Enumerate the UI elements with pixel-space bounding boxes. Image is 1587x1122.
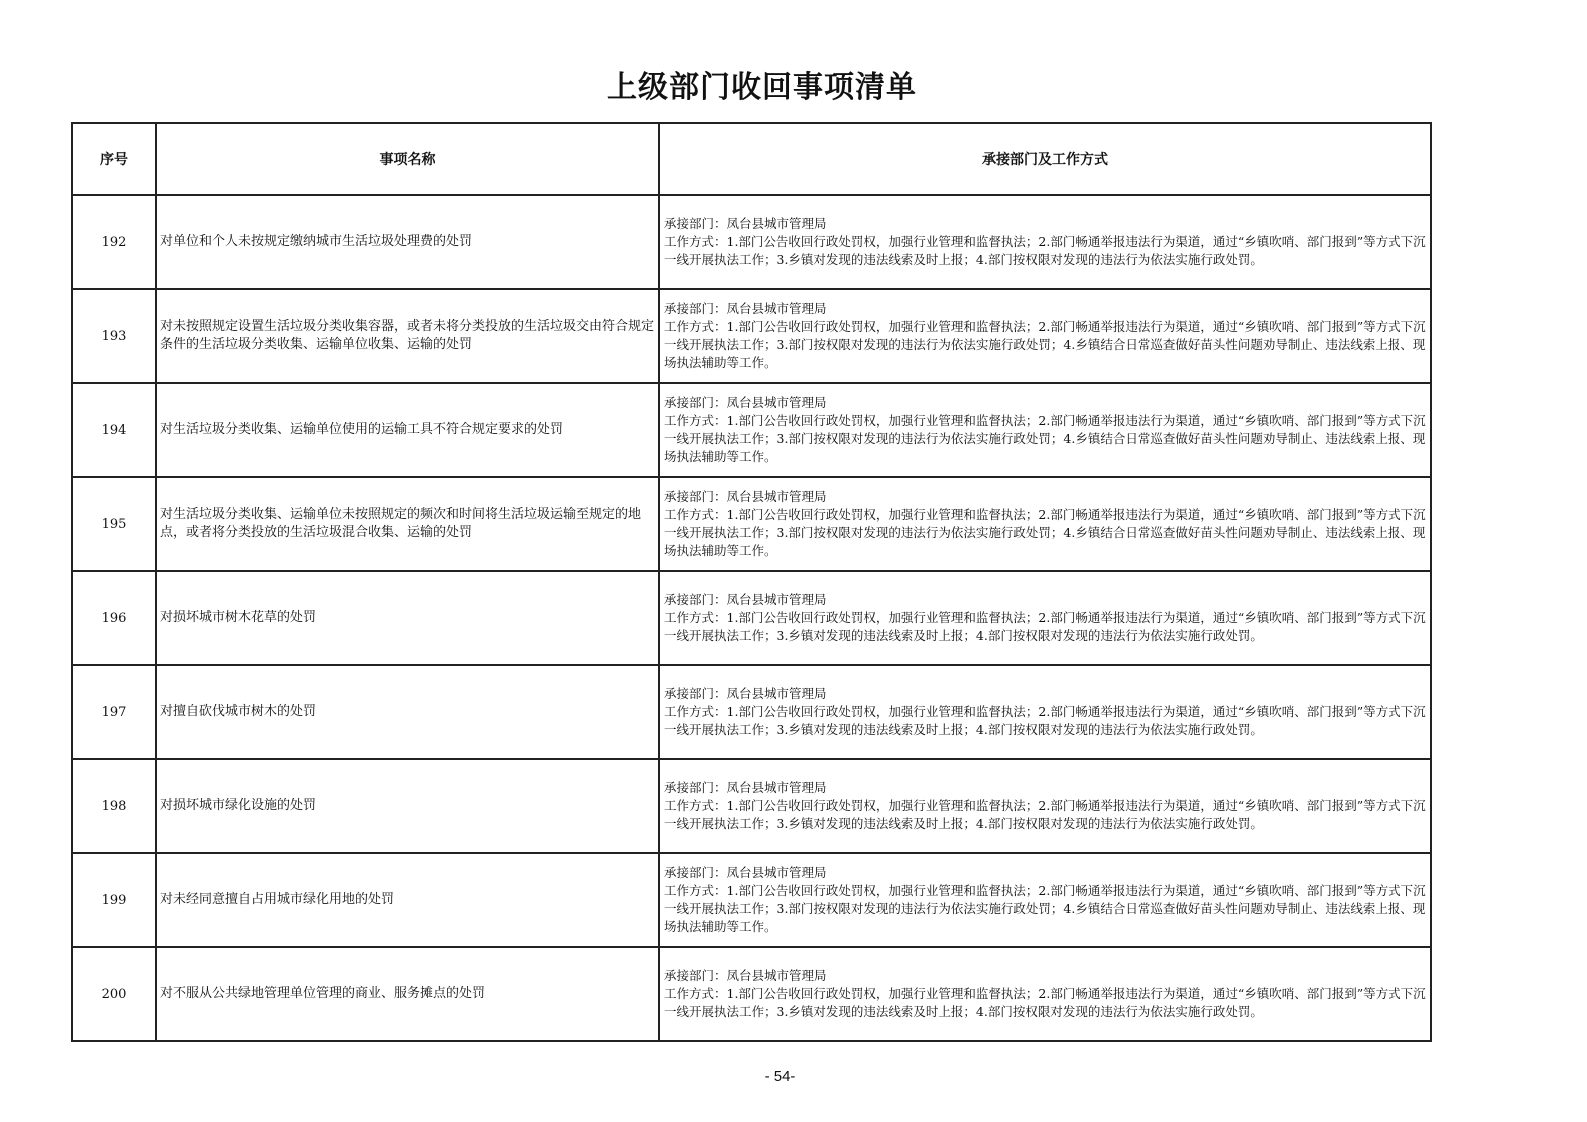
row-method: 工作方式：1.部门公告收回行政处罚权，加强行业管理和监督执法；2.部门畅通举报违法行为渠道，通过“乡镇吹哨、部门报到”等方式下沉一线开展执法工作；3.部门按权限对发现的违法行为依法实施行政处罚；4.乡镇结合日常巡查做好苗头性问题劝导制止、违法线索上报、现场执法辅助等工作。 bbox=[664, 883, 1426, 934]
row-dept: 承接部门：凤台县城市管理局 bbox=[664, 301, 827, 316]
header-name: 事项名称 bbox=[156, 123, 659, 195]
row-seq: 196 bbox=[72, 571, 156, 665]
row-name: 对未经同意擅自占用城市绿化用地的处罚 bbox=[156, 853, 659, 947]
row-seq: 194 bbox=[72, 383, 156, 477]
row-seq: 198 bbox=[72, 759, 156, 853]
header-dept: 承接部门及工作方式 bbox=[659, 123, 1431, 195]
row-name: 对单位和个人未按规定缴纳城市生活垃圾处理费的处罚 bbox=[156, 195, 659, 289]
row-dept-method bbox=[659, 759, 1431, 853]
table-row bbox=[72, 571, 1431, 665]
row-method: 工作方式：1.部门公告收回行政处罚权，加强行业管理和监督执法；2.部门畅通举报违法行为渠道，通过“乡镇吹哨、部门报到”等方式下沉一线开展执法工作；3.乡镇对发现的违法线索及时上报；4.部门按权限对发现的违法行为依法实施行政处罚。 bbox=[664, 986, 1426, 1019]
row-method: 工作方式：1.部门公告收回行政处罚权，加强行业管理和监督执法；2.部门畅通举报违法行为渠道，通过“乡镇吹哨、部门报到”等方式下沉一线开展执法工作；3.乡镇对发现的违法线索及时上报；4.部门按权限对发现的违法行为依法实施行政处罚。 bbox=[664, 704, 1426, 737]
row-dept: 承接部门：凤台县城市管理局 bbox=[664, 780, 827, 795]
table-row bbox=[72, 853, 1431, 947]
table-row bbox=[72, 759, 1431, 853]
row-name: 对损坏城市绿化设施的处罚 bbox=[156, 759, 659, 853]
row-method: 工作方式：1.部门公告收回行政处罚权，加强行业管理和监督执法；2.部门畅通举报违法行为渠道，通过“乡镇吹哨、部门报到”等方式下沉一线开展执法工作；3.乡镇对发现的违法线索及时上报；4.部门按权限对发现的违法行为依法实施行政处罚。 bbox=[664, 234, 1426, 267]
row-dept-method bbox=[659, 947, 1431, 1041]
row-name: 对未按照规定设置生活垃圾分类收集容器，或者未将分类投放的生活垃圾交由符合规定条件的生活垃圾分类收集、运输单位收集、运输的处罚 bbox=[156, 289, 659, 383]
row-method: 工作方式：1.部门公告收回行政处罚权，加强行业管理和监督执法；2.部门畅通举报违法行为渠道，通过“乡镇吹哨、部门报到”等方式下沉一线开展执法工作；3.部门按权限对发现的违法行为依法实施行政处罚；4.乡镇结合日常巡查做好苗头性问题劝导制止、违法线索上报、现场执法辅助等工作。 bbox=[664, 319, 1426, 370]
row-dept: 承接部门：凤台县城市管理局 bbox=[664, 686, 827, 701]
row-seq: 193 bbox=[72, 289, 156, 383]
table-row bbox=[72, 289, 1431, 383]
table-row bbox=[72, 947, 1431, 1041]
row-name: 对生活垃圾分类收集、运输单位未按照规定的频次和时间将生活垃圾运输至规定的地点，或者将分类投放的生活垃圾混合收集、运输的处罚 bbox=[156, 477, 659, 571]
row-seq: 192 bbox=[72, 195, 156, 289]
header-seq: 序号 bbox=[72, 123, 156, 195]
row-seq: 197 bbox=[72, 665, 156, 759]
table-row bbox=[72, 383, 1431, 477]
row-dept-method bbox=[659, 853, 1431, 947]
row-dept: 承接部门：凤台县城市管理局 bbox=[664, 395, 827, 410]
row-dept: 承接部门：凤台县城市管理局 bbox=[664, 865, 827, 880]
table-header-row bbox=[72, 123, 1431, 195]
row-dept-method bbox=[659, 289, 1431, 383]
row-dept-method bbox=[659, 571, 1431, 665]
row-dept: 承接部门：凤台县城市管理局 bbox=[664, 592, 827, 607]
row-dept: 承接部门：凤台县城市管理局 bbox=[664, 489, 827, 504]
row-name: 对不服从公共绿地管理单位管理的商业、服务摊点的处罚 bbox=[156, 947, 659, 1041]
row-name: 对生活垃圾分类收集、运输单位使用的运输工具不符合规定要求的处罚 bbox=[156, 383, 659, 477]
table-row bbox=[72, 477, 1431, 571]
row-dept-method bbox=[659, 383, 1431, 477]
row-method: 工作方式：1.部门公告收回行政处罚权，加强行业管理和监督执法；2.部门畅通举报违法行为渠道，通过“乡镇吹哨、部门报到”等方式下沉一线开展执法工作；3.乡镇对发现的违法线索及时上报；4.部门按权限对发现的违法行为依法实施行政处罚。 bbox=[664, 610, 1426, 643]
row-method: 工作方式：1.部门公告收回行政处罚权，加强行业管理和监督执法；2.部门畅通举报违法行为渠道，通过“乡镇吹哨、部门报到”等方式下沉一线开展执法工作；3.乡镇对发现的违法线索及时上报；4.部门按权限对发现的违法行为依法实施行政处罚。 bbox=[664, 798, 1426, 831]
row-method: 工作方式：1.部门公告收回行政处罚权，加强行业管理和监督执法；2.部门畅通举报违法行为渠道，通过“乡镇吹哨、部门报到”等方式下沉一线开展执法工作；3.部门按权限对发现的违法行为依法实施行政处罚；4.乡镇结合日常巡查做好苗头性问题劝导制止、违法线索上报、现场执法辅助等工作。 bbox=[664, 507, 1426, 558]
row-dept: 承接部门：凤台县城市管理局 bbox=[664, 968, 827, 983]
row-seq: 199 bbox=[72, 853, 156, 947]
items-table bbox=[71, 122, 1432, 1042]
row-seq: 200 bbox=[72, 947, 156, 1041]
row-seq: 195 bbox=[72, 477, 156, 571]
row-name: 对擅自砍伐城市树木的处罚 bbox=[156, 665, 659, 759]
table-row bbox=[72, 195, 1431, 289]
row-method: 工作方式：1.部门公告收回行政处罚权，加强行业管理和监督执法；2.部门畅通举报违法行为渠道，通过“乡镇吹哨、部门报到”等方式下沉一线开展执法工作；3.部门按权限对发现的违法行为依法实施行政处罚；4.乡镇结合日常巡查做好苗头性问题劝导制止、违法线索上报、现场执法辅助等工作。 bbox=[664, 413, 1426, 464]
table-row bbox=[72, 665, 1431, 759]
row-name: 对损坏城市树木花草的处罚 bbox=[156, 571, 659, 665]
row-dept: 承接部门：凤台县城市管理局 bbox=[664, 216, 827, 231]
row-dept-method bbox=[659, 477, 1431, 571]
page-number: - 54- bbox=[764, 1068, 796, 1085]
page-title: 上级部门收回事项清单 bbox=[607, 70, 917, 105]
row-dept-method bbox=[659, 665, 1431, 759]
row-dept-method bbox=[659, 195, 1431, 289]
